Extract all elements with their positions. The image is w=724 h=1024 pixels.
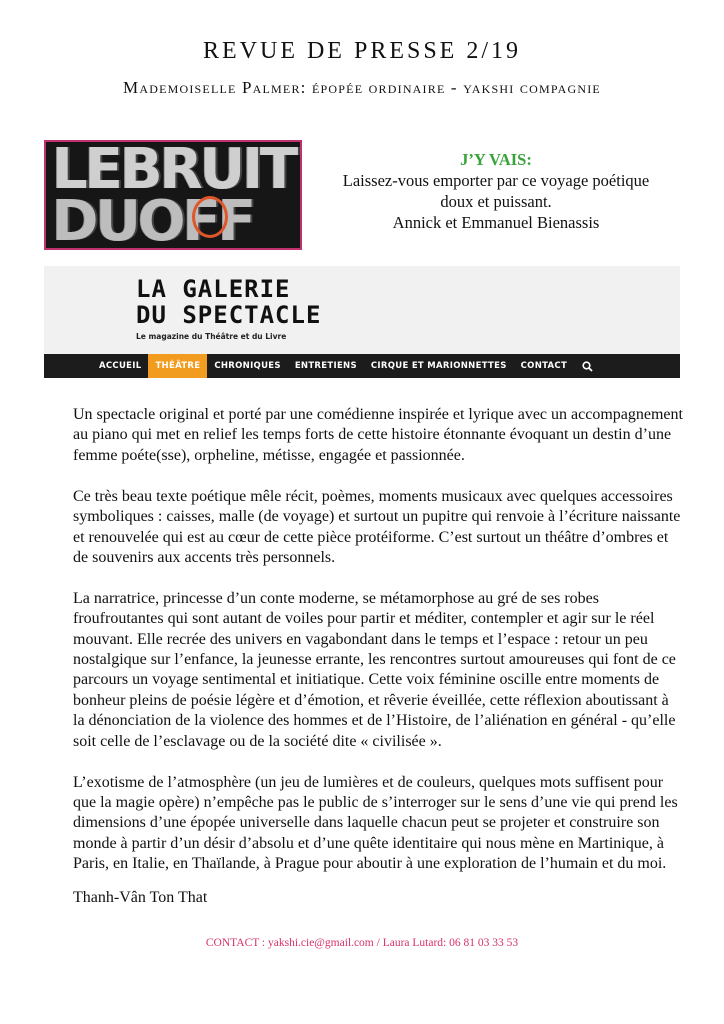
article-body (73, 405, 683, 895)
le-bruit-du-off-logo (44, 140, 302, 250)
galerie-nav-bar (44, 354, 680, 378)
article-paragraph-1: Un spectacle original et porté par une comédienne inspirée et lyrique avec un accompagnement au piano qui met en relief les temps forts de cette histoire étonnante évoquant un destin d’une femme poéte(sse), orpheline, métisse, engagée et passionnée. (73, 406, 683, 464)
article-paragraph-2: Ce très beau texte poétique mêle récit, poèmes, moments musicaux avec quelques accessoires symboliques : caisses, malle (de voyage) et surtout un pupitre qui renvoie à l’écriture naissante et renouvelée qui est au cœur de cette pièce protéiforme. C’est surtout un théâtre d’ombres et de souvenirs aux accents très personnels. (73, 487, 681, 566)
contact-footer: CONTACT : yakshi.cie@gmail.com / Laura Lutard: 06 81 03 33 53 (205, 937, 519, 949)
quote-line-2: doux et puissant. (440, 192, 552, 211)
page-title: REVUE DE PRESSE 2/19 (202, 38, 522, 64)
article-paragraph-3: La narratrice, princesse d’un conte moderne, se métamorphose au gré de ses robes froufroutantes qui sont autant de voiles pour partir et méditer, contempler et agir sur le réel mouvant. Elle recrée des univers en vagabondant dans le temps et l’espace : retour un peu nostalgique sur l’enfance, la jeunesse errante, les rencontres surtout amoureuses qui font de ce parcours un voyage sentimental et initiatique. Cette voix féminine oscille entre moments de bonheur pleins de poésie légère et d’émotion, et rêverie éveillée, cette réflexion aboutissant à la dénonciation de la violence des hommes et de l’Histoire, de l’aliénation en général - qu’elle soit celle de l’esclavage ou de la société dite « civilisée ». (73, 589, 676, 750)
article-paragraph-4: L’exotisme de l’atmosphère (un jeu de lumières et de couleurs, quelques mots suffisent pour que la magie opère) n’empêche pas le public de s’interroger sur le sens d’une vie qui prend les dimensions d’une épopée universelle dans laquelle chacun peut se projeter et construire son monde à partir d’un désir d’absolu et d’une quête identitaire qui nous mène en Martinique, à Paris, en Italie, en Thaïlande, à Prague pour aboutir à une exploration de l’humain et du moi. (73, 773, 678, 873)
logo-line-2: DUOFF (52, 189, 254, 250)
galerie-logo (136, 276, 321, 328)
galerie-tagline: Le magazine du Théâtre et du Livre (136, 332, 287, 341)
logo-line-1: LEBRUIT (52, 140, 296, 202)
nav-chroniques: CHRONIQUES (214, 361, 281, 371)
quote-author: Annick et Emmanuel Bienassis (392, 213, 600, 232)
galerie-name-line-1: LA GALERIE (136, 275, 291, 303)
galerie-du-spectacle-banner (44, 266, 680, 354)
nav-theatre: THÉÂTRE (148, 354, 207, 378)
nav-contact: CONTACT (520, 361, 568, 371)
page-subtitle: Mademoiselle Palmer: épopée ordinaire - yakshi compagnie (123, 78, 601, 97)
article-signature: Thanh-Vân Ton That (73, 889, 208, 906)
nav-entretiens: ENTRETIENS (294, 361, 357, 371)
review-quote (300, 149, 692, 233)
galerie-name-line-2: DU SPECTACLE (136, 301, 322, 329)
nav-accueil: ACCUEIL (99, 361, 142, 371)
search-icon (574, 354, 601, 378)
logo-ring-decoration (192, 196, 228, 238)
nav-cirque-et-marionnettes: CIRQUE ET MARIONNETTES (370, 361, 507, 371)
quote-heading: J’Y VAIS: (460, 150, 532, 169)
quote-line-1: Laissez-vous emporter par ce voyage poétique (342, 171, 650, 190)
